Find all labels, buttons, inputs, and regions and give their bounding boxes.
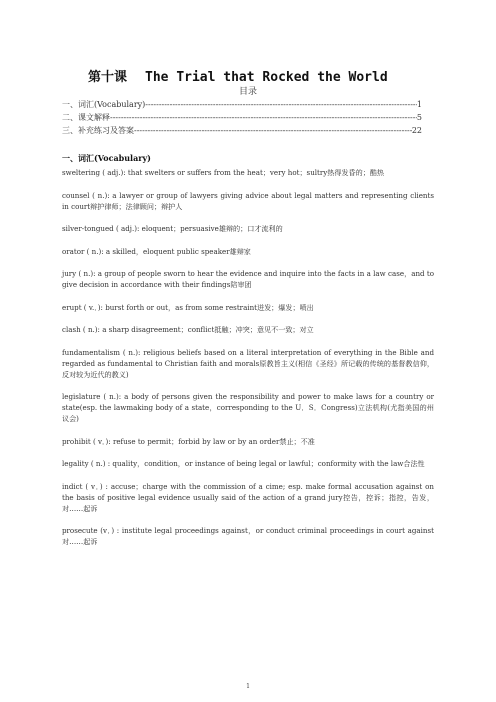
vocab-entry: prohibit ( v．): refuse to permit；forbid by law or by an order禁止；不准: [62, 436, 315, 446]
toc-page: 22: [411, 126, 422, 135]
toc-leader: [145, 98, 417, 111]
toc-heading: 目录: [238, 87, 257, 97]
lesson-title: [88, 66, 388, 85]
vocab-entry: clash ( n.): a sharp disagreement；conflict抵触；冲突；意见不一致；对立: [62, 325, 314, 334]
toc-label: 一、词汇(Vocabulary): [62, 100, 146, 109]
vocabulary-list: [62, 167, 434, 547]
toc-row[interactable]: [62, 111, 422, 124]
lesson-title-cn: 第十课: [88, 70, 128, 85]
vocab-entry: legality ( n.) : quality，condition，or instance of being legal or lawful；conformity with the law合法性: [62, 459, 425, 468]
toc-page: 5: [416, 113, 422, 122]
vocab-entry: silver-tongued ( adj.): eloquent；persuasive雄辩的；口才流利的: [62, 224, 283, 233]
toc-label: 二、课文解释: [62, 113, 110, 122]
toc-page: 1: [416, 100, 422, 109]
lesson-title-en: The Trial that Rocked the World: [145, 70, 388, 85]
vocab-entry: prosecute (v．) : institute legal proceedings against，or conduct criminal proceedings in court against对……起诉: [62, 526, 434, 546]
vocab-entry: fundamentalism ( n.): religious beliefs based on a literal interpretation of everything in the Bible and regarded as fundamental to Christian faith and morals原教旨主义(相信《圣经》所记载的传统的基督教信仰，反对较为近代的教义): [62, 347, 434, 379]
toc-label: 三、补充练习及答案: [62, 126, 134, 135]
table-of-contents: [62, 98, 422, 137]
toc-row[interactable]: [62, 124, 422, 137]
vocab-entry: indict ( v．) : accuse；charge with the commission of a cime; esp. make formal accusation against on the basis of positive legal evidence usually said of the action of a grand jury控告，控诉；指控，告发，对……起诉: [62, 481, 434, 513]
toc-row[interactable]: [62, 98, 422, 111]
toc-leader: [110, 111, 417, 124]
vocab-entry: orator ( n.): a skilled，eloquent public speaker雄辩家: [62, 246, 251, 256]
page-number: 1: [246, 683, 250, 690]
vocab-entry: sweltering ( adj.): that swelters or suffers from the heat；very hot；sultry热得发昏的；酷热: [62, 168, 385, 177]
section-heading: 一、词汇(Vocabulary): [62, 153, 151, 163]
toc-leader: [134, 124, 412, 137]
vocab-entry: erupt ( v.．): burst forth or out，as from some restraint迸发；爆发；喷出: [62, 302, 314, 312]
vocab-entry: jury ( n.): a group of people sworn to hear the evidence and inquire into the facts in a law case，and to give decision in accordance with their findings陪审团: [62, 269, 434, 289]
vocab-entry: legislature ( n.): a body of persons given the responsibility and power to make laws for a country or state(esp. the lawmaking body of a state，corresponding to the U．S．Congress)立法机构(尤指美国的州议会): [62, 392, 434, 423]
vocab-entry: counsel ( n.): a lawyer or group of lawyers giving advice about legal matters and representing clients in court辩护律师；法律顾问；辩护人: [62, 190, 434, 211]
